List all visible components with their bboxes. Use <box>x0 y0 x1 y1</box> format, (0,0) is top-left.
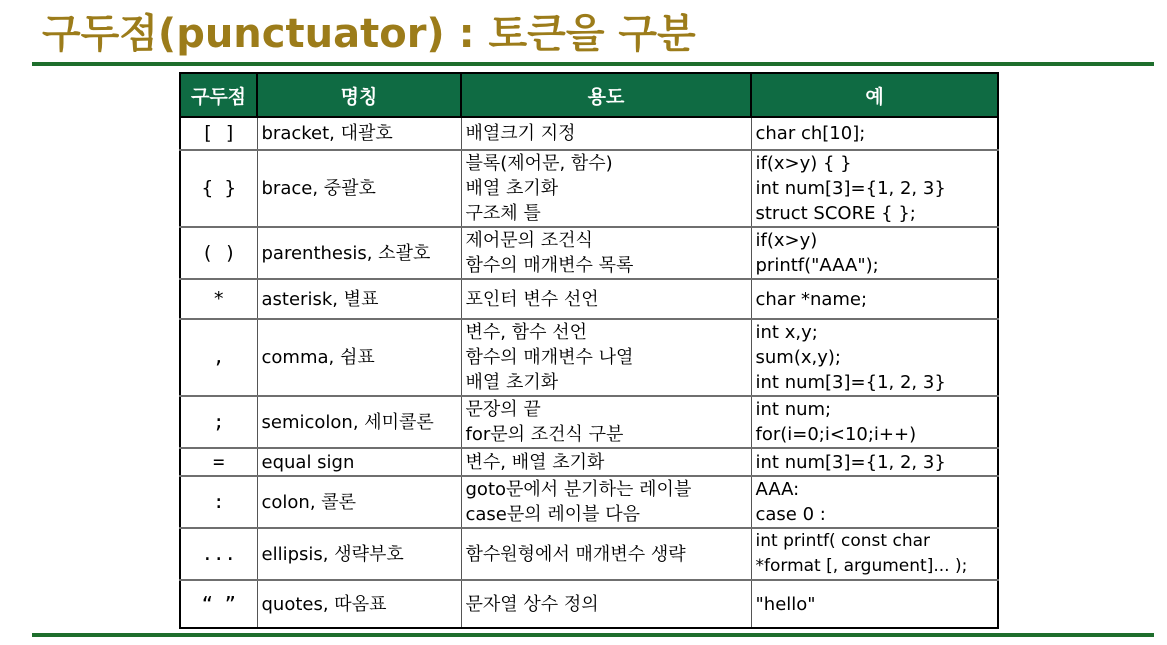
table-row <box>180 150 998 227</box>
example-line: *format [, argument]... ); <box>755 556 968 576</box>
table-row <box>180 227 998 279</box>
usage-line: 문장의 끝 <box>465 399 541 420</box>
usage-line: 배열 초기화 <box>465 178 559 199</box>
usage-line: 변수, 함수 선언 <box>465 322 587 343</box>
example-line: int x,y; <box>755 322 818 343</box>
example-line: for(i=0;i<10;i++) <box>755 424 917 445</box>
name-cell: quotes, 따옴표 <box>257 580 461 628</box>
symbol-cell: , <box>180 319 257 396</box>
usage-cell <box>461 279 751 319</box>
punctuator-table <box>179 72 999 629</box>
name-cell: semicolon, 세미콜론 <box>257 396 461 448</box>
usage-cell <box>461 117 751 150</box>
example-line: if(x>y) <box>755 230 818 251</box>
example-line: int num[3]={1, 2, 3} <box>755 451 946 473</box>
example-cell <box>751 580 998 628</box>
symbol-cell: * <box>180 279 257 319</box>
page-title: 구두점(punctuator) : 토큰을 구분 <box>42 11 696 57</box>
name-cell: colon, 콜론 <box>257 476 461 528</box>
name-cell: ellipsis, 생략부호 <box>257 528 461 580</box>
usage-line: 함수의 매개변수 나열 <box>465 347 634 368</box>
table-row <box>180 580 998 628</box>
usage-line: 함수원형에서 매개변수 생략 <box>465 543 686 565</box>
example-cell <box>751 396 998 448</box>
symbol-cell: { } <box>180 150 257 227</box>
usage-cell <box>461 319 751 396</box>
usage-line: 문자열 상수 정의 <box>465 593 599 615</box>
symbol-cell: [ ] <box>180 117 257 150</box>
name-cell: asterisk, 별표 <box>257 279 461 319</box>
table-row <box>180 117 998 150</box>
header-usage: 용도 <box>461 73 751 117</box>
usage-cell <box>461 396 751 448</box>
example-line: int printf( const char <box>755 531 931 551</box>
example-cell <box>751 279 998 319</box>
example-line: int num[3]={1, 2, 3} <box>755 178 946 199</box>
example-line: char *name; <box>755 288 868 310</box>
name-cell: equal sign <box>257 448 461 476</box>
usage-line: 구조체 틀 <box>465 203 541 224</box>
usage-line: 배열크기 지정 <box>465 123 576 144</box>
symbol-cell: “ ” <box>180 580 257 628</box>
table-row <box>180 476 998 528</box>
example-line: AAA: <box>755 479 800 500</box>
top-divider <box>32 62 1154 66</box>
name-cell: bracket, 대괄호 <box>257 117 461 150</box>
header-example: 예 <box>751 73 998 117</box>
bottom-divider <box>32 633 1154 637</box>
usage-cell <box>461 150 751 227</box>
example-cell <box>751 227 998 279</box>
usage-line: 포인터 변수 선언 <box>465 288 599 310</box>
symbol-cell: ( ) <box>180 227 257 279</box>
usage-cell <box>461 227 751 279</box>
usage-line: 배열 초기화 <box>465 372 559 393</box>
example-cell <box>751 117 998 150</box>
example-line: int num[3]={1, 2, 3} <box>755 372 946 393</box>
symbol-cell: ; <box>180 396 257 448</box>
usage-line: case문의 레이블 다음 <box>465 504 641 525</box>
example-line: "hello" <box>755 593 816 615</box>
usage-line: 함수의 매개변수 목록 <box>465 255 634 276</box>
usage-line: 제어문의 조건식 <box>465 230 593 251</box>
table-row <box>180 448 998 476</box>
symbol-cell: = <box>180 448 257 476</box>
example-line: int num; <box>755 399 832 420</box>
usage-cell <box>461 580 751 628</box>
usage-line: goto문에서 분기하는 레이블 <box>465 479 692 500</box>
table-row <box>180 528 998 580</box>
example-line: sum(x,y); <box>755 347 841 368</box>
name-cell: brace, 중괄호 <box>257 150 461 227</box>
usage-line: 블록(제어문, 함수) <box>465 153 613 174</box>
example-cell <box>751 528 998 580</box>
example-line: char ch[10]; <box>755 123 866 144</box>
example-line: struct SCORE { }; <box>755 203 916 224</box>
usage-cell <box>461 448 751 476</box>
table-row <box>180 396 998 448</box>
example-cell <box>751 476 998 528</box>
name-cell: comma, 쉼표 <box>257 319 461 396</box>
table-row <box>180 319 998 396</box>
example-line: case 0 : <box>755 504 826 525</box>
table-header-row <box>180 73 998 117</box>
symbol-cell: : <box>180 476 257 528</box>
example-cell <box>751 319 998 396</box>
example-cell <box>751 448 998 476</box>
usage-line: 변수, 배열 초기화 <box>465 451 605 473</box>
symbol-cell: ... <box>180 528 257 580</box>
usage-cell <box>461 476 751 528</box>
table-row <box>180 279 998 319</box>
example-cell <box>751 150 998 227</box>
usage-line: for문의 조건식 구분 <box>465 424 624 445</box>
usage-cell <box>461 528 751 580</box>
example-line: printf("AAA"); <box>755 255 879 276</box>
header-symbol: 구두점 <box>180 73 257 117</box>
name-cell: parenthesis, 소괄호 <box>257 227 461 279</box>
header-name: 명칭 <box>257 73 461 117</box>
example-line: if(x>y) { } <box>755 153 852 174</box>
